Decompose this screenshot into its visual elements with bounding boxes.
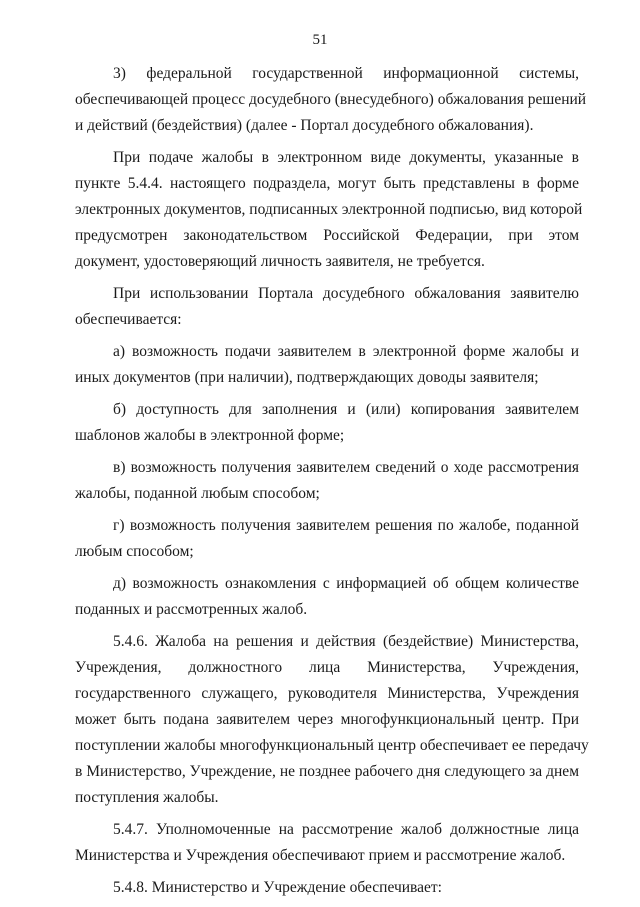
text-line: пункте 5.4.4. настоящего подраздела, могут быть представлены в форме <box>75 175 579 192</box>
text-line: документ, удостоверяющий личность заявителя, не требуется. <box>75 253 485 270</box>
text-line: При использовании Портала досудебного обжалования заявителю <box>113 285 579 302</box>
document-body <box>75 61 589 907</box>
paragraph-5-4-8 <box>75 875 579 901</box>
text-line: жалобы, поданной любым способом; <box>75 485 320 502</box>
text-line: При подаче жалобы в электронном виде документы, указанные в <box>113 149 579 166</box>
text-line: Учреждения, должностного лица Министерства, Учреждения, <box>75 659 579 676</box>
text-line: в Министерство, Учреждение, не позднее рабочего дня следующего за днем <box>75 763 579 780</box>
text-line: 5.4.7. Уполномоченные на рассмотрение жалоб должностные лица <box>113 821 579 838</box>
paragraph-portal-usage <box>75 281 579 333</box>
text-line: д) возможность ознакомления с информацией об общем количестве <box>113 575 579 592</box>
paragraph-electronic-complaint <box>75 145 583 275</box>
text-line: в) возможность получения заявителем сведений о ходе рассмотрения <box>113 459 579 476</box>
text-line: обеспечивается: <box>75 311 182 328</box>
paragraph-item-v <box>75 455 579 507</box>
text-line: 5.4.6. Жалоба на решения и действия (бездействие) Министерства, <box>113 633 579 650</box>
text-line: Министерства и Учреждения обеспечивают прием и рассмотрение жалоб. <box>75 847 566 864</box>
paragraph-5-4-7 <box>75 817 579 869</box>
text-line: поступления жалобы. <box>75 789 219 806</box>
text-line: электронных документов, подписанных электронной подписью, вид которой <box>75 201 583 218</box>
text-line: иных документов (при наличии), подтверждающих доводы заявителя; <box>75 369 539 386</box>
text-line: предусмотрен законодательством Российской Федерации, при этом <box>75 227 579 244</box>
text-line: государственного служащего, руководителя Министерства, Учреждения <box>75 685 579 702</box>
text-line: 3) федеральной государственной информационной системы, <box>113 65 579 82</box>
text-line: б) доступность для заполнения и (или) копирования заявителем <box>113 401 579 418</box>
text-line: обеспечивающей процесс досудебного (внесудебного) обжалования решений <box>75 91 587 108</box>
text-line: может быть подана заявителем через многофункциональный центр. При <box>75 711 579 728</box>
paragraph-item-a <box>75 339 579 391</box>
paragraph-item-b <box>75 397 579 449</box>
page-number: 51 <box>312 32 328 48</box>
text-line: шаблонов жалобы в электронной форме; <box>75 427 345 444</box>
text-line: и действий (бездействия) (далее - Портал досудебного обжалования). <box>75 117 534 134</box>
text-line: 5.4.8. Министерство и Учреждение обеспечивает: <box>113 879 442 896</box>
text-line: поступлении жалобы многофункциональный центр обеспечивает ее передачу <box>75 737 589 754</box>
paragraph-item-3 <box>75 61 587 139</box>
text-line: а) возможность подачи заявителем в электронной форме жалобы и <box>113 343 579 360</box>
text-line: г) возможность получения заявителем решения по жалобе, поданной <box>113 517 579 534</box>
paragraph-5-4-6 <box>75 629 589 811</box>
paragraph-item-g <box>75 513 579 565</box>
text-line: любым способом; <box>75 543 194 560</box>
paragraph-item-d <box>75 571 579 623</box>
text-line: поданных и рассмотренных жалоб. <box>75 601 308 618</box>
